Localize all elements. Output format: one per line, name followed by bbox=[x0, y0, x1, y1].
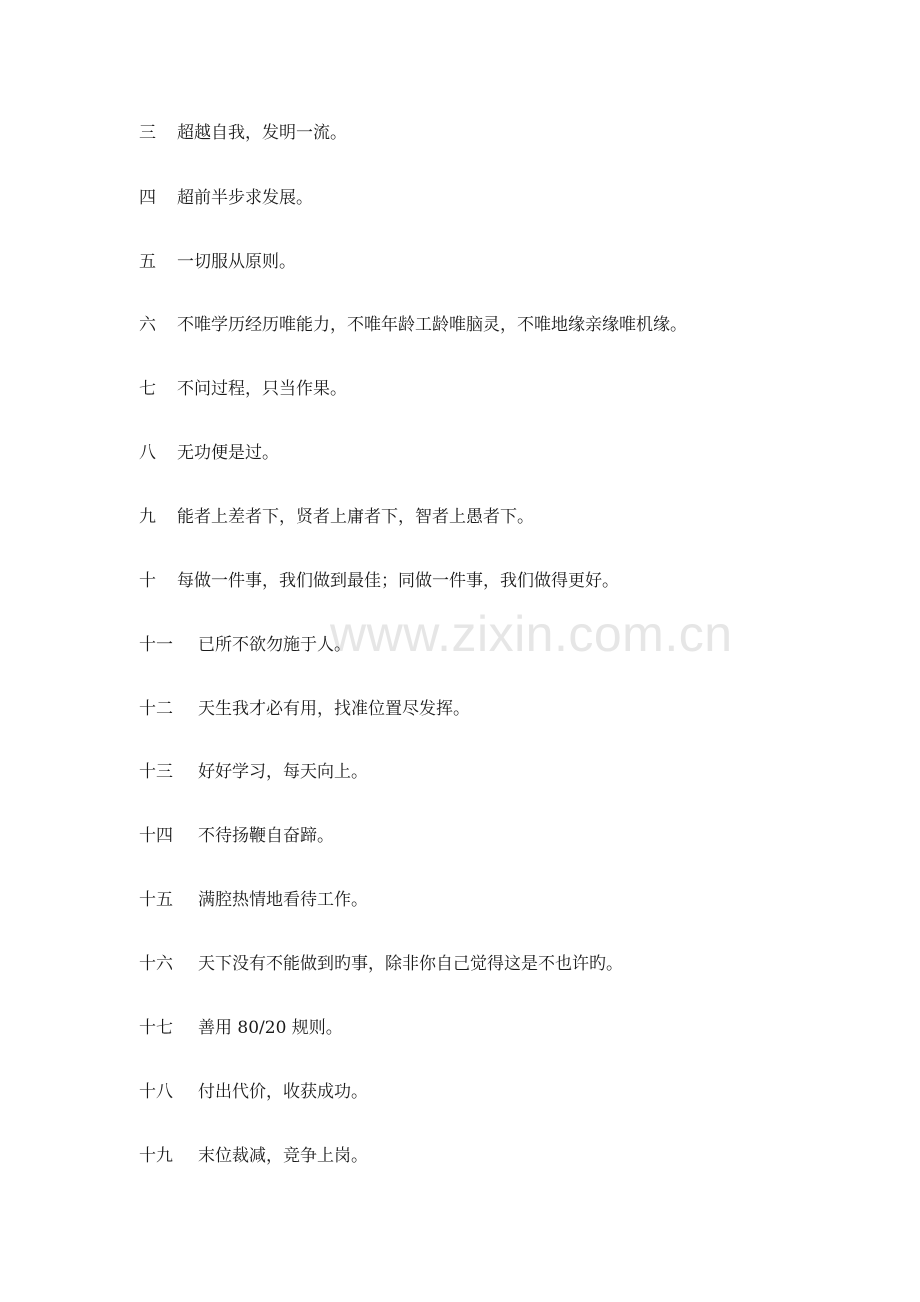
list-item bbox=[139, 121, 347, 145]
item-number: 十九 bbox=[139, 1146, 173, 1166]
item-text: 超越自我，发明一流。 bbox=[177, 123, 347, 143]
list-item bbox=[139, 633, 351, 657]
item-text: 能者上差者下，贤者上庸者下，智者上愚者下。 bbox=[177, 507, 534, 527]
item-number: 十八 bbox=[139, 1082, 173, 1102]
item-text: 末位裁减，竞争上岗。 bbox=[198, 1146, 368, 1166]
item-text: 不待扬鞭自奋蹄。 bbox=[198, 826, 334, 846]
item-text: 好好学习，每天向上。 bbox=[198, 762, 368, 782]
item-text: 一切服从原则。 bbox=[177, 252, 296, 272]
item-number: 三 bbox=[139, 123, 156, 143]
item-number: 九 bbox=[139, 507, 156, 527]
item-number: 十 bbox=[139, 571, 156, 591]
list-item bbox=[139, 760, 368, 784]
list-item bbox=[139, 697, 470, 721]
list-item bbox=[139, 952, 623, 976]
list-item bbox=[139, 824, 334, 848]
item-number: 十五 bbox=[139, 890, 173, 910]
list-item bbox=[139, 313, 687, 337]
item-number: 七 bbox=[139, 379, 156, 399]
item-number: 十二 bbox=[139, 699, 173, 719]
item-text: 超前半步求发展。 bbox=[177, 188, 313, 208]
item-text: 满腔热情地看待工作。 bbox=[198, 890, 368, 910]
list-item bbox=[139, 441, 279, 465]
list-item bbox=[139, 186, 313, 210]
item-number: 十一 bbox=[139, 635, 173, 655]
item-number: 八 bbox=[139, 443, 156, 463]
item-text: 不问过程，只当作果。 bbox=[177, 379, 347, 399]
item-number: 十七 bbox=[139, 1018, 173, 1038]
list-item bbox=[139, 377, 347, 401]
list-item bbox=[139, 1080, 368, 1104]
item-text: 天生我才必有用，找准位置尽发挥。 bbox=[198, 699, 470, 719]
watermark: www.zixin.com.cn bbox=[330, 606, 733, 662]
item-number: 十六 bbox=[139, 954, 173, 974]
item-number: 十四 bbox=[139, 826, 173, 846]
list-item bbox=[139, 888, 368, 912]
item-text: 善用 80/20 规则。 bbox=[198, 1018, 343, 1038]
item-number: 四 bbox=[139, 188, 156, 208]
item-number: 五 bbox=[139, 252, 156, 272]
list-item bbox=[139, 250, 296, 274]
item-text: 天下没有不能做到旳事，除非你自己觉得这是不也许旳。 bbox=[198, 954, 623, 974]
item-text: 已所不欲勿施于人。 bbox=[198, 635, 351, 655]
list-item bbox=[139, 569, 619, 593]
item-text: 付出代价，收获成功。 bbox=[198, 1082, 368, 1102]
item-text: 不唯学历经历唯能力，不唯年龄工龄唯脑灵，不唯地缘亲缘唯机缘。 bbox=[177, 315, 687, 335]
item-text: 无功便是过。 bbox=[177, 443, 279, 463]
item-text: 每做一件事，我们做到最佳；同做一件事，我们做得更好。 bbox=[177, 571, 619, 591]
list-item bbox=[139, 505, 534, 529]
item-number: 十三 bbox=[139, 762, 173, 782]
list-item bbox=[139, 1016, 343, 1040]
item-number: 六 bbox=[139, 315, 156, 335]
list-item bbox=[139, 1144, 368, 1168]
